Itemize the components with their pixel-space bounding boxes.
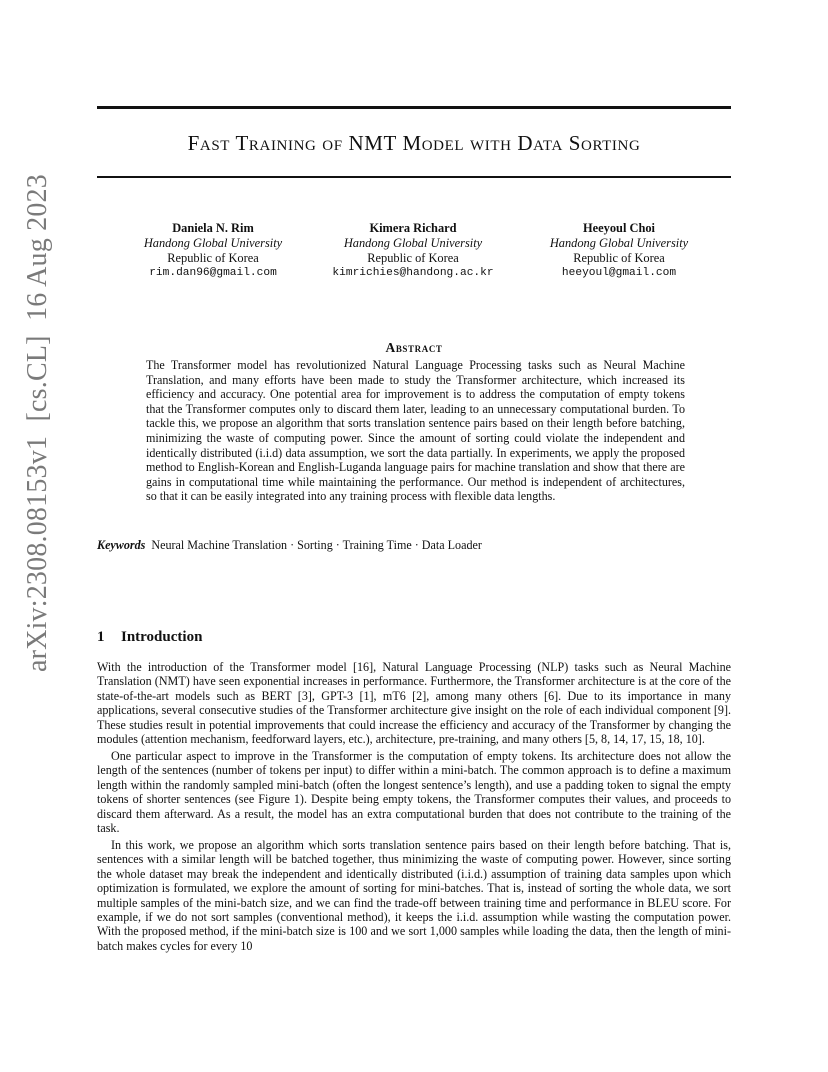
author-country: Republic of Korea — [573, 251, 665, 265]
keywords-text: Neural Machine Translation · Sorting · Training Time · Data Loader — [151, 538, 482, 552]
section-heading — [97, 629, 202, 646]
abstract-text: The Transformer model has revolutionized Natural Language Processing tasks such as Neural Machine Translation, and many efforts have been made to study the Transformer architecture, which increased its efficiency and accuracy. One potential area for improvement is to address the computation of empty tokens that the Transformer computes only to discard them later, leading to an unnecessary computational burden. To tackle this, we propose an algorithm that sorts translation sentence pairs based on their length before batching, minimizing the waste of computing power. Since the amount of sorting could violate the independent and identically distributed (i.i.d) data assumption, we sort the data partially. In experiments, we apply the proposed method to English-Korean and English-Luganda language pairs for machine translation and show that there are gains in computational time while maintaining the performance. Our method is independent of architectures, so that it can be easily integrated into any training process with flexible data lengths. — [146, 358, 685, 504]
author-name: Daniela N. Rim — [172, 221, 254, 235]
author-affiliation: Handong Global University — [343, 236, 483, 250]
body-paragraph: One particular aspect to improve in the Transformer is the computation of empty tokens. Its architecture does not allow the length of the sentences (number of tokens per input) to differ within a mini-batch. The common approach is to define a maximum length within the randomly sampled mini-batch (often the longest sentence’s length), and use a padding token to signal the empty tokens of shorter sentences (see Figure 1). Despite being empty tokens, the Transformer computes their values, and proceeds to discard them afterward. As a result, the model has an extra computational burden that does not contribute to the training of the task. — [97, 748, 731, 835]
author-block — [113, 221, 313, 281]
author-block — [519, 221, 719, 281]
author-email: rim.dan96@gmail.com — [149, 267, 277, 279]
author-country: Republic of Korea — [367, 251, 459, 265]
author-email: kimrichies@handong.ac.kr — [332, 267, 494, 279]
author-country: Republic of Korea — [167, 251, 259, 265]
title-rule-bottom — [97, 176, 731, 178]
author-block — [313, 221, 513, 281]
arxiv-identifier-stamp: arXiv:2308.08153v1 [cs.CL] 16 Aug 2023 — [22, 174, 53, 672]
section-title: Introduction — [121, 629, 203, 645]
body-paragraph: In this work, we propose an algorithm which sorts translation sentence pairs based on their length before batching. That is, sentences with a similar length will be batched together, thus minimizing the waste of computing power. However, since sorting the whole dataset may break the independent and identically distributed (i.i.d.) assumption of training data samples upon which optimization is formulated, we explore the amount of sorting for mini-batches. That is, instead of sorting the whole data, we sort multiple samples of the mini-batch size, and we can find the trade-off between training time and performance in BLEU score. For example, if we do not sort samples (conventional method), it keeps the i.i.d. assumption while wasting the computation power. With the proposed method, if the mini-batch size is 100 and we sort 1,000 samples while loading the data, then the length of mini-batch makes cycles for every 10 — [97, 837, 731, 953]
body-paragraph: With the introduction of the Transformer model [16], Natural Language Processing (NLP) tasks such as Neural Machine Translation (NMT) have seen exponential increases in performance. Furthermore, the Transformer architecture is at the core of the state-of-the-art models such as BERT [3], GPT-3 [1], mT6 [2], among many others [6]. Due to its importance in many applications, several consecutive studies of the Transformer architecture give insight on the role of each individual component [9]. These studies result in potential improvements that could increase the efficiency and accuracy of the Transformer by changing the modules (attention mechanism, feedforward layers, etc.), architecture, pre-training, and many others [5, 8, 14, 17, 15, 18, 10]. — [97, 660, 731, 747]
author-affiliation: Handong Global University — [143, 236, 283, 250]
author-name: Kimera Richard — [369, 221, 457, 235]
paper-title: Fast Training of NMT Model with Data Sorting — [187, 131, 641, 155]
title-rule-top — [97, 106, 731, 109]
author-email: heeyoul@gmail.com — [561, 267, 677, 279]
section-number: 1 — [97, 629, 105, 645]
abstract-heading: Abstract — [385, 340, 443, 355]
author-name: Heeyoul Choi — [583, 221, 655, 235]
keywords-label: Keywords — [97, 538, 146, 552]
keywords-line — [97, 538, 731, 553]
introduction-body — [97, 660, 731, 956]
author-affiliation: Handong Global University — [549, 236, 689, 250]
